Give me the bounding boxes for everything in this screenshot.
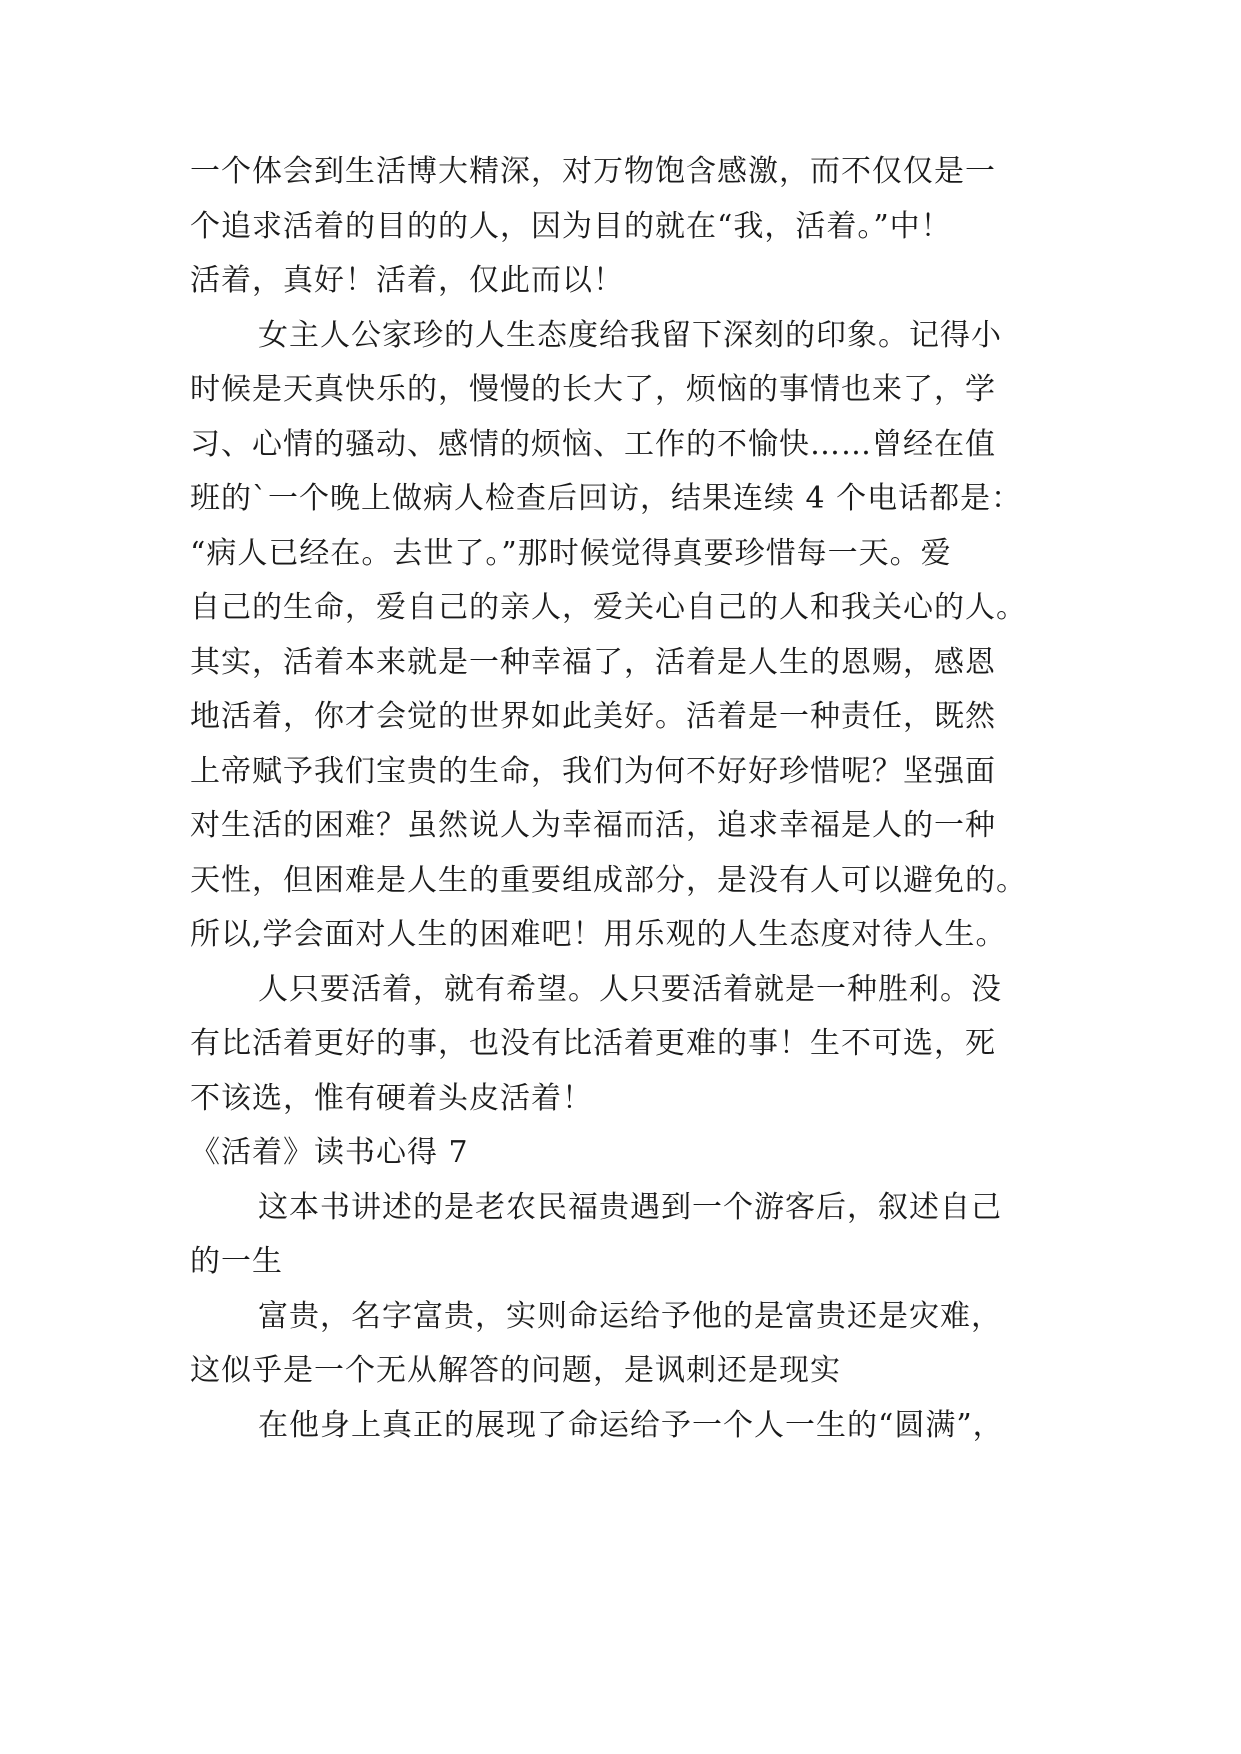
- text-line: 所以,学会面对人生的困难吧！用乐观的人生态度对待人生。: [190, 917, 1007, 952]
- text-line: 个追求活着的目的的人，因为目的就在“我，活着。”中！: [190, 209, 952, 244]
- text-line: 其实，活着本来就是一种幸福了，活着是人生的恩赐，感恩: [190, 645, 996, 680]
- text-line: 习、心情的骚动、感情的烦恼、工作的不愉快……曾经在值: [190, 427, 996, 462]
- text-line: 活着，真好！活着，仅此而以！: [190, 263, 624, 298]
- paragraph-first-line: 富贵，名字富贵，实则命运给予他的是富贵还是灾难，: [258, 1299, 1002, 1334]
- text-line: “病人已经在。去世了。”那时候觉得真要珍惜每一天。爱: [190, 536, 952, 571]
- text-line: 的一生: [190, 1244, 283, 1279]
- text-line: 这似乎是一个无从解答的问题，是讽刺还是现实: [190, 1353, 841, 1388]
- text-line: 班的`一个晚上做病人检查后回访，结果连续 4 个电话都是：: [190, 481, 1023, 516]
- text-line: 一个体会到生活博大精深，对万物饱含感激，而不仅仅是一: [190, 154, 996, 189]
- paragraph-first-line: 在他身上真正的展现了命运给予一个人一生的“圆满”，: [258, 1408, 1004, 1443]
- paragraph-first-line: 女主人公家珍的人生态度给我留下深刻的印象。记得小: [258, 318, 1002, 353]
- text-line: 地活着，你才会觉的世界如此美好。活着是一种责任，既然: [190, 699, 996, 734]
- text-line: 自己的生命，爱自己的亲人，爱关心自己的人和我关心的人。: [190, 590, 1027, 625]
- text-line: 不该选，惟有硬着头皮活着！: [190, 1081, 593, 1116]
- text-line: 上帝赋予我们宝贵的生命，我们为何不好好珍惜呢？坚强面: [190, 754, 996, 789]
- paragraph-first-line: 人只要活着，就有希望。人只要活着就是一种胜利。没: [258, 972, 1002, 1007]
- text-line: 时候是天真快乐的，慢慢的长大了，烦恼的事情也来了，学: [190, 372, 996, 407]
- text-line: 天性，但困难是人生的重要组成部分，是没有人可以避免的。: [190, 863, 1027, 898]
- text-line: 对生活的困难？虽然说人为幸福而活，追求幸福是人的一种: [190, 808, 996, 843]
- paragraph-first-line: 这本书讲述的是老农民福贵遇到一个游客后，叙述自己: [258, 1190, 1002, 1225]
- text-line: 有比活着更好的事，也没有比活着更难的事！生不可选，死: [190, 1026, 996, 1061]
- section-heading: 《活着》读书心得 7: [190, 1135, 469, 1170]
